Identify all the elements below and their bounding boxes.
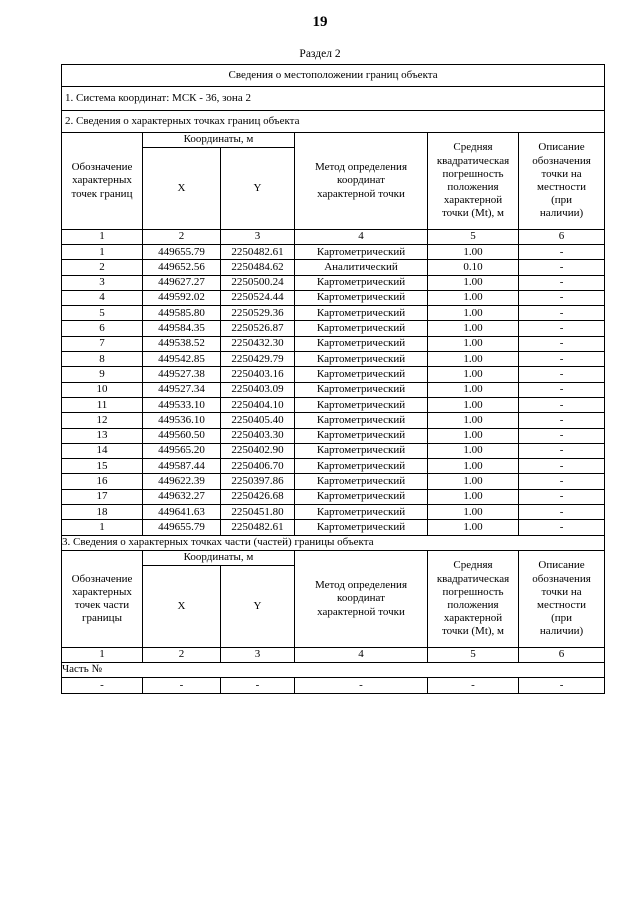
table-cell: - bbox=[428, 678, 519, 693]
header-method: Метод определения координат характерной точки bbox=[295, 133, 428, 230]
point-number: 8 bbox=[62, 352, 143, 367]
method: Картометрический bbox=[295, 397, 428, 412]
part3-header-method: Метод определения координат характерной точки bbox=[295, 550, 428, 647]
table-title: Сведения о местоположении границ объекта bbox=[62, 65, 605, 87]
table-cell: - bbox=[295, 678, 428, 693]
coord-y: 2250403.09 bbox=[221, 382, 295, 397]
coord-y: 2250403.16 bbox=[221, 367, 295, 382]
coord-x: 449527.38 bbox=[143, 367, 221, 382]
description: - bbox=[519, 505, 605, 520]
description: - bbox=[519, 413, 605, 428]
description: - bbox=[519, 321, 605, 336]
method: Картометрический bbox=[295, 352, 428, 367]
error: 1.00 bbox=[428, 382, 519, 397]
description: - bbox=[519, 443, 605, 458]
coord-y: 2250482.61 bbox=[221, 245, 295, 260]
table-cell: - bbox=[519, 678, 605, 693]
section-label: Раздел 2 bbox=[299, 48, 341, 60]
method: Картометрический bbox=[295, 321, 428, 336]
coord-y: 2250529.36 bbox=[221, 306, 295, 321]
method: Картометрический bbox=[295, 459, 428, 474]
point-number: 17 bbox=[62, 489, 143, 504]
coord-y: 2250429.79 bbox=[221, 352, 295, 367]
column-number: 1 bbox=[62, 647, 143, 662]
table-row bbox=[62, 520, 605, 535]
coord-x: 449536.10 bbox=[143, 413, 221, 428]
column-number: 2 bbox=[143, 230, 221, 245]
point-number: 4 bbox=[62, 290, 143, 305]
table-row bbox=[62, 443, 605, 458]
error: 1.00 bbox=[428, 428, 519, 443]
column-numbers-row bbox=[62, 230, 605, 245]
part3-header-designation: Обозначение характерных точек части границы bbox=[62, 550, 143, 647]
coord-y: 2250405.40 bbox=[221, 413, 295, 428]
coord-y: 2250402.90 bbox=[221, 443, 295, 458]
table-row bbox=[62, 260, 605, 275]
coord-y: 2250406.70 bbox=[221, 459, 295, 474]
column-number: 2 bbox=[143, 647, 221, 662]
description: - bbox=[519, 367, 605, 382]
point-number: 9 bbox=[62, 367, 143, 382]
coord-x: 449641.63 bbox=[143, 505, 221, 520]
coord-y: 2250451.80 bbox=[221, 505, 295, 520]
point-number: 1 bbox=[62, 520, 143, 535]
table-row bbox=[62, 397, 605, 412]
description: - bbox=[519, 520, 605, 535]
error: 1.00 bbox=[428, 321, 519, 336]
error: 1.00 bbox=[428, 352, 519, 367]
part3-header-description: Описание обозначения точки на местности (при наличии) bbox=[519, 550, 605, 647]
column-number: 6 bbox=[519, 647, 605, 662]
coord-x: 449584.35 bbox=[143, 321, 221, 336]
error: 1.00 bbox=[428, 275, 519, 290]
coord-y: 2250397.86 bbox=[221, 474, 295, 489]
table-row bbox=[62, 428, 605, 443]
table-row bbox=[62, 367, 605, 382]
column-number: 4 bbox=[295, 230, 428, 245]
error: 1.00 bbox=[428, 474, 519, 489]
point-number: 3 bbox=[62, 275, 143, 290]
point-number: 1 bbox=[62, 245, 143, 260]
coord-x: 449538.52 bbox=[143, 336, 221, 351]
error: 1.00 bbox=[428, 336, 519, 351]
column-number: 3 bbox=[221, 230, 295, 245]
header-error: Средняя квадратическая погрешность положения характерной точки (Mt), м bbox=[428, 133, 519, 230]
table-row bbox=[62, 474, 605, 489]
header-y: Y bbox=[221, 148, 295, 230]
method: Картометрический bbox=[295, 306, 428, 321]
coordinate-system: 1. Система координат: МСК - 36, зона 2 bbox=[62, 87, 605, 111]
method: Картометрический bbox=[295, 413, 428, 428]
table-row bbox=[62, 459, 605, 474]
part3-header-y: Y bbox=[221, 565, 295, 647]
table-row bbox=[62, 290, 605, 305]
method: Картометрический bbox=[295, 443, 428, 458]
coord-y: 2250432.30 bbox=[221, 336, 295, 351]
coord-x: 449652.56 bbox=[143, 260, 221, 275]
error: 0.10 bbox=[428, 260, 519, 275]
error: 1.00 bbox=[428, 397, 519, 412]
description: - bbox=[519, 382, 605, 397]
header-coordinates: Координаты, м bbox=[143, 133, 295, 148]
part3-header-x: X bbox=[143, 565, 221, 647]
header-description: Описание обозначения точки на местности (при наличии) bbox=[519, 133, 605, 230]
part3-empty-row bbox=[62, 678, 605, 693]
coord-y: 2250426.68 bbox=[221, 489, 295, 504]
part3-column-numbers-row bbox=[62, 647, 605, 662]
description: - bbox=[519, 275, 605, 290]
method: Картометрический bbox=[295, 290, 428, 305]
description: - bbox=[519, 474, 605, 489]
point-number: 12 bbox=[62, 413, 143, 428]
coord-x: 449587.44 bbox=[143, 459, 221, 474]
table-cell: - bbox=[143, 678, 221, 693]
method: Картометрический bbox=[295, 520, 428, 535]
table-row bbox=[62, 489, 605, 504]
coord-y: 2250526.87 bbox=[221, 321, 295, 336]
table-row bbox=[62, 336, 605, 351]
method: Картометрический bbox=[295, 367, 428, 382]
point-number: 11 bbox=[62, 397, 143, 412]
table-row bbox=[62, 505, 605, 520]
table-row bbox=[62, 321, 605, 336]
coord-x: 449655.79 bbox=[143, 520, 221, 535]
method: Картометрический bbox=[295, 275, 428, 290]
error: 1.00 bbox=[428, 245, 519, 260]
part-number-label: Часть № bbox=[62, 662, 605, 677]
point-number: 7 bbox=[62, 336, 143, 351]
point-number: 13 bbox=[62, 428, 143, 443]
coord-x: 449542.85 bbox=[143, 352, 221, 367]
coord-y: 2250524.44 bbox=[221, 290, 295, 305]
method: Картометрический bbox=[295, 428, 428, 443]
column-number: 3 bbox=[221, 647, 295, 662]
error: 1.00 bbox=[428, 459, 519, 474]
table-row bbox=[62, 382, 605, 397]
error: 1.00 bbox=[428, 505, 519, 520]
coord-x: 449627.27 bbox=[143, 275, 221, 290]
description: - bbox=[519, 459, 605, 474]
column-number: 1 bbox=[62, 230, 143, 245]
boundary-table bbox=[61, 64, 605, 694]
coord-y: 2250403.30 bbox=[221, 428, 295, 443]
coord-x: 449527.34 bbox=[143, 382, 221, 397]
error: 1.00 bbox=[428, 306, 519, 321]
description: - bbox=[519, 428, 605, 443]
coord-x: 449560.50 bbox=[143, 428, 221, 443]
description: - bbox=[519, 245, 605, 260]
coord-y: 2250404.10 bbox=[221, 397, 295, 412]
table-cell: - bbox=[221, 678, 295, 693]
table-row bbox=[62, 352, 605, 367]
method: Картометрический bbox=[295, 489, 428, 504]
table-row bbox=[62, 413, 605, 428]
point-number: 14 bbox=[62, 443, 143, 458]
method: Картометрический bbox=[295, 245, 428, 260]
error: 1.00 bbox=[428, 443, 519, 458]
description: - bbox=[519, 306, 605, 321]
column-number: 5 bbox=[428, 647, 519, 662]
coord-y: 2250482.61 bbox=[221, 520, 295, 535]
header-designation: Обозначение характерных точек границ bbox=[62, 133, 143, 230]
part3-header-coordinates: Координаты, м bbox=[143, 550, 295, 565]
description: - bbox=[519, 260, 605, 275]
point-number: 5 bbox=[62, 306, 143, 321]
description: - bbox=[519, 336, 605, 351]
part3-header-error: Средняя квадратическая погрешность положения характерной точки (Mt), м bbox=[428, 550, 519, 647]
coord-y: 2250500.24 bbox=[221, 275, 295, 290]
column-number: 4 bbox=[295, 647, 428, 662]
part3-title: 3. Сведения о характерных точках части (частей) границы объекта bbox=[62, 535, 605, 550]
point-number: 6 bbox=[62, 321, 143, 336]
table-row bbox=[62, 245, 605, 260]
point-number: 16 bbox=[62, 474, 143, 489]
header-x: X bbox=[143, 148, 221, 230]
description: - bbox=[519, 489, 605, 504]
description: - bbox=[519, 290, 605, 305]
description: - bbox=[519, 352, 605, 367]
coord-x: 449622.39 bbox=[143, 474, 221, 489]
coord-x: 449655.79 bbox=[143, 245, 221, 260]
error: 1.00 bbox=[428, 520, 519, 535]
coord-x: 449533.10 bbox=[143, 397, 221, 412]
column-number: 5 bbox=[428, 230, 519, 245]
coord-y: 2250484.62 bbox=[221, 260, 295, 275]
method: Картометрический bbox=[295, 382, 428, 397]
page-number: 19 bbox=[312, 14, 328, 30]
point-number: 15 bbox=[62, 459, 143, 474]
table-row bbox=[62, 275, 605, 290]
coord-x: 449592.02 bbox=[143, 290, 221, 305]
description: - bbox=[519, 397, 605, 412]
part2-title: 2. Сведения о характерных точках границ объекта bbox=[62, 111, 605, 133]
method: Картометрический bbox=[295, 505, 428, 520]
coord-x: 449565.20 bbox=[143, 443, 221, 458]
method: Аналитический bbox=[295, 260, 428, 275]
error: 1.00 bbox=[428, 367, 519, 382]
coord-x: 449585.80 bbox=[143, 306, 221, 321]
point-number: 18 bbox=[62, 505, 143, 520]
table-cell: - bbox=[62, 678, 143, 693]
method: Картометрический bbox=[295, 474, 428, 489]
coord-x: 449632.27 bbox=[143, 489, 221, 504]
point-number: 2 bbox=[62, 260, 143, 275]
error: 1.00 bbox=[428, 489, 519, 504]
error: 1.00 bbox=[428, 413, 519, 428]
method: Картометрический bbox=[295, 336, 428, 351]
error: 1.00 bbox=[428, 290, 519, 305]
column-number: 6 bbox=[519, 230, 605, 245]
table-row bbox=[62, 306, 605, 321]
point-number: 10 bbox=[62, 382, 143, 397]
